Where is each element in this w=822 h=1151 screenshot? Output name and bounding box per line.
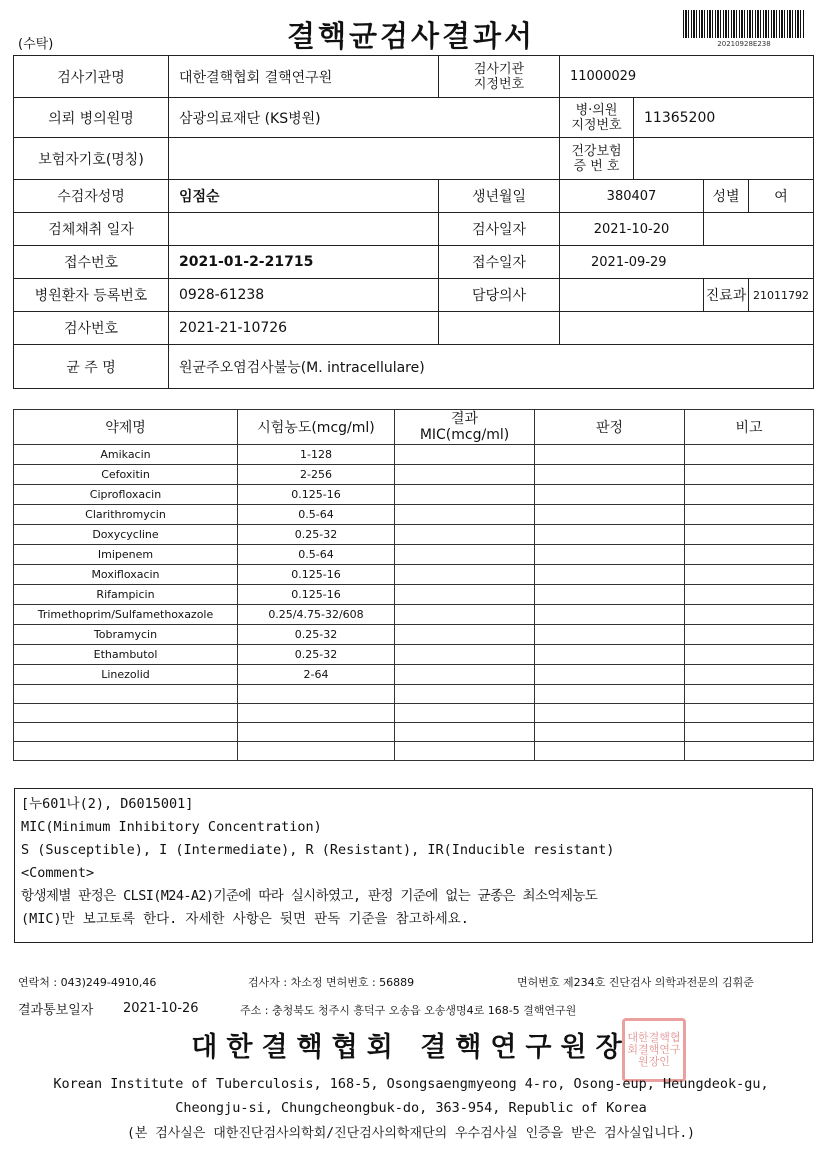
insurer-label: 보험자기호(명칭) xyxy=(14,138,169,180)
address-en-line2: Cheongju-si, Chungcheongbuk-do, 363-954, Republic of Korea xyxy=(175,1100,647,1116)
drug-name-cell: Clarithromycin xyxy=(14,505,238,525)
empty-cell xyxy=(535,645,685,665)
empty-cell xyxy=(395,505,535,525)
request-type-tag: (수탁) xyxy=(18,37,54,52)
table-row xyxy=(14,605,814,625)
notes-box xyxy=(14,788,813,943)
insurance-value xyxy=(634,138,644,179)
patient-info-table xyxy=(13,55,814,389)
agency-value: 대한결핵협회 결핵연구원 xyxy=(169,56,439,98)
empty-cell xyxy=(685,742,814,761)
clinic-value: 삼광의료재단 (KS병원) xyxy=(169,98,560,138)
clinic-label: 의뢰 병의원명 xyxy=(14,98,169,138)
concentration-cell: 1-128 xyxy=(238,445,395,465)
empty-cell xyxy=(395,525,535,545)
table-row xyxy=(14,665,814,685)
col-header-mic: 결과 MIC(mcg/ml) xyxy=(395,410,535,445)
empty-cell xyxy=(535,742,685,761)
hospital-reg-label: 병원환자 등록번호 xyxy=(14,279,169,312)
note-comment-heading: <Comment> xyxy=(21,865,95,881)
empty-cell xyxy=(535,625,685,645)
empty-cell xyxy=(535,585,685,605)
sex-value: 여 xyxy=(749,180,814,213)
drug-name-cell: Amikacin xyxy=(14,445,238,465)
receipt-no-label: 접수번호 xyxy=(14,246,169,279)
drug-name-cell: Tobramycin xyxy=(14,625,238,645)
agency-code-label: 검사기관 지정번호 xyxy=(439,56,560,98)
receipt-date-value: 2021-09-29 xyxy=(560,246,814,279)
dept-value: 21011792 xyxy=(749,279,814,312)
drug-name-cell: Linezolid xyxy=(14,665,238,685)
empty-cell xyxy=(685,625,814,645)
concentration-cell: 2-64 xyxy=(238,665,395,685)
empty-cell xyxy=(395,605,535,625)
patient-name-value: 임점순 xyxy=(169,180,439,213)
concentration-cell: 0.25-32 xyxy=(238,625,395,645)
barcode-icon xyxy=(683,10,805,38)
patient-name-label: 수검자성명 xyxy=(14,180,169,213)
table-row xyxy=(14,742,814,761)
empty-cell xyxy=(685,565,814,585)
concentration-cell: 0.125-16 xyxy=(238,585,395,605)
empty-cell xyxy=(685,723,814,742)
test-no-label: 검사번호 xyxy=(14,312,169,345)
examiner-info: 검사자 : 차소정 면허번호 : 56889 xyxy=(248,976,415,989)
table-row xyxy=(14,465,814,485)
report-date-value: 2021-10-26 xyxy=(123,1001,199,1016)
concentration-cell: 0.125-16 xyxy=(238,485,395,505)
drug-name-cell: Rifampicin xyxy=(14,585,238,605)
barcode-number: 20210928E238 xyxy=(717,40,771,48)
empty-cell xyxy=(535,465,685,485)
empty-cell xyxy=(395,645,535,665)
note-code: [누601나(2), D6015001] xyxy=(21,796,194,812)
birth-value: 380407 xyxy=(560,180,704,213)
table-row xyxy=(14,445,814,465)
empty-cell xyxy=(685,485,814,505)
insurer-value xyxy=(169,138,560,180)
report-date-label: 결과통보일자 xyxy=(18,1003,94,1018)
empty-cell xyxy=(14,704,238,723)
concentration-cell: 0.25-32 xyxy=(238,645,395,665)
empty-cell xyxy=(535,685,685,704)
empty-cell xyxy=(395,445,535,465)
drug-name-cell: Doxycycline xyxy=(14,525,238,545)
insurance-label: 건강보험 증 번 호 xyxy=(559,138,634,179)
empty-cell xyxy=(685,685,814,704)
note-legend: S (Susceptible), I (Intermediate), R (Resistant), IR(Inducible resistant) xyxy=(21,842,615,858)
doctor-value xyxy=(560,279,704,312)
empty-cell xyxy=(14,685,238,704)
empty-cell xyxy=(685,525,814,545)
note-comment-2: (MIC)만 보고토록 한다. 자세한 사항은 뒷면 판독 기준을 참고하세요. xyxy=(21,911,469,927)
empty-cell xyxy=(238,742,395,761)
table-row xyxy=(14,723,814,742)
empty-cell xyxy=(685,505,814,525)
empty-cell xyxy=(238,685,395,704)
concentration-cell: 0.5-64 xyxy=(238,505,395,525)
col-header-remark: 비고 xyxy=(685,410,814,445)
concentration-cell: 0.125-16 xyxy=(238,565,395,585)
empty-cell xyxy=(14,723,238,742)
table-row xyxy=(14,685,814,704)
page-title: 결핵균검사결과서 xyxy=(286,19,536,53)
table-row xyxy=(14,545,814,565)
test-date-value: 2021-10-20 xyxy=(560,213,704,246)
certification-note: (본 검사실은 대한진단검사의학회/진단검사의학재단의 우수검사실 인증을 받은 검사실입니다.) xyxy=(126,1126,696,1141)
collect-date-label: 검체채취 일자 xyxy=(14,213,169,246)
organization-name: 대한결핵협회 결핵연구원장 xyxy=(191,1032,631,1063)
receipt-no-value: 2021-01-2-21715 xyxy=(169,246,439,279)
drug-susceptibility-table xyxy=(13,409,814,761)
empty-cell xyxy=(535,445,685,465)
empty-cell xyxy=(535,605,685,625)
dept-label: 진료과 xyxy=(704,279,749,312)
official-seal: 대한결핵협회결핵연구원장인 xyxy=(622,1018,686,1082)
doctor-label: 담당의사 xyxy=(439,279,560,312)
empty-cell xyxy=(395,465,535,485)
empty-cell xyxy=(685,585,814,605)
empty-cell xyxy=(395,545,535,565)
table-row xyxy=(14,565,814,585)
empty-cell xyxy=(395,723,535,742)
drug-name-cell: Cefoxitin xyxy=(14,465,238,485)
empty-cell xyxy=(238,723,395,742)
drug-name-cell: Ethambutol xyxy=(14,645,238,665)
drug-name-cell: Trimethoprim/Sulfamethoxazole xyxy=(14,605,238,625)
concentration-cell: 0.5-64 xyxy=(238,545,395,565)
agency-label: 검사기관명 xyxy=(14,56,169,98)
empty-cell xyxy=(535,505,685,525)
empty-cell xyxy=(685,545,814,565)
empty-cell xyxy=(535,665,685,685)
table-row xyxy=(14,645,814,665)
organism-value: 원균주오염검사불능(M. intracellulare) xyxy=(169,345,814,389)
concentration-cell: 2-256 xyxy=(238,465,395,485)
note-mic: MIC(Minimum Inhibitory Concentration) xyxy=(21,819,322,835)
col-header-judgment: 판정 xyxy=(535,410,685,445)
empty-cell xyxy=(395,625,535,645)
birth-label: 생년월일 xyxy=(439,180,560,213)
collect-date-value xyxy=(169,213,439,246)
drug-name-cell: Ciprofloxacin xyxy=(14,485,238,505)
empty-cell xyxy=(395,685,535,704)
table-row xyxy=(14,704,814,723)
empty-cell xyxy=(685,665,814,685)
empty-cell xyxy=(685,704,814,723)
receipt-date-label: 접수일자 xyxy=(439,246,560,279)
organism-label: 균 주 명 xyxy=(14,345,169,389)
empty-cell xyxy=(535,485,685,505)
contact-info: 연락처 : 043)249-4910,46 xyxy=(18,976,157,989)
table-row xyxy=(14,485,814,505)
empty-cell xyxy=(685,645,814,665)
empty-cell xyxy=(535,723,685,742)
empty-cell xyxy=(685,605,814,625)
empty-cell xyxy=(685,445,814,465)
empty-cell xyxy=(238,704,395,723)
clinic-code-value: 11365200 xyxy=(644,109,716,126)
empty-cell xyxy=(395,585,535,605)
concentration-cell: 0.25/4.75-32/608 xyxy=(238,605,395,625)
sex-label: 성별 xyxy=(704,180,749,213)
empty-cell xyxy=(14,742,238,761)
concentration-cell: 0.25-32 xyxy=(238,525,395,545)
table-row xyxy=(14,525,814,545)
empty-cell xyxy=(535,565,685,585)
address-en-line1: Korean Institute of Tuberculosis, 168-5, Osongsaengmyeong 4-ro, Osong-eup, Heungdeok-gu, xyxy=(53,1076,769,1092)
drug-name-cell: Imipenem xyxy=(14,545,238,565)
note-comment-1: 항생제별 판정은 CLSI(M24-A2)기준에 따라 실시하였고, 판정 기준에 없는 균종은 최소억제농도 xyxy=(21,888,598,904)
hospital-reg-value: 0928-61238 xyxy=(169,279,439,312)
license-info: 면허번호 제234호 진단검사 의학과전문의 김휘준 xyxy=(517,976,754,989)
test-date-label: 검사일자 xyxy=(439,213,560,246)
empty-cell xyxy=(395,565,535,585)
empty-cell xyxy=(535,545,685,565)
agency-code-value: 11000029 xyxy=(560,56,814,98)
empty-cell xyxy=(395,485,535,505)
empty-cell xyxy=(535,525,685,545)
empty-cell xyxy=(395,742,535,761)
drug-name-cell: Moxifloxacin xyxy=(14,565,238,585)
col-header-drug: 약제명 xyxy=(14,410,238,445)
empty-cell xyxy=(395,704,535,723)
empty-cell xyxy=(535,704,685,723)
table-row xyxy=(14,585,814,605)
table-row xyxy=(14,505,814,525)
empty-cell xyxy=(685,465,814,485)
clinic-code-label: 병·의원 지정번호 xyxy=(559,98,634,137)
address-kr: 주소 : 충청북도 청주시 흥덕구 오송읍 오송생명4로 168-5 결핵연구원 xyxy=(240,1004,577,1017)
col-header-concentration: 시험농도(mcg/ml) xyxy=(238,410,395,445)
table-row xyxy=(14,625,814,645)
empty-cell xyxy=(395,665,535,685)
test-no-value: 2021-21-10726 xyxy=(169,312,439,345)
